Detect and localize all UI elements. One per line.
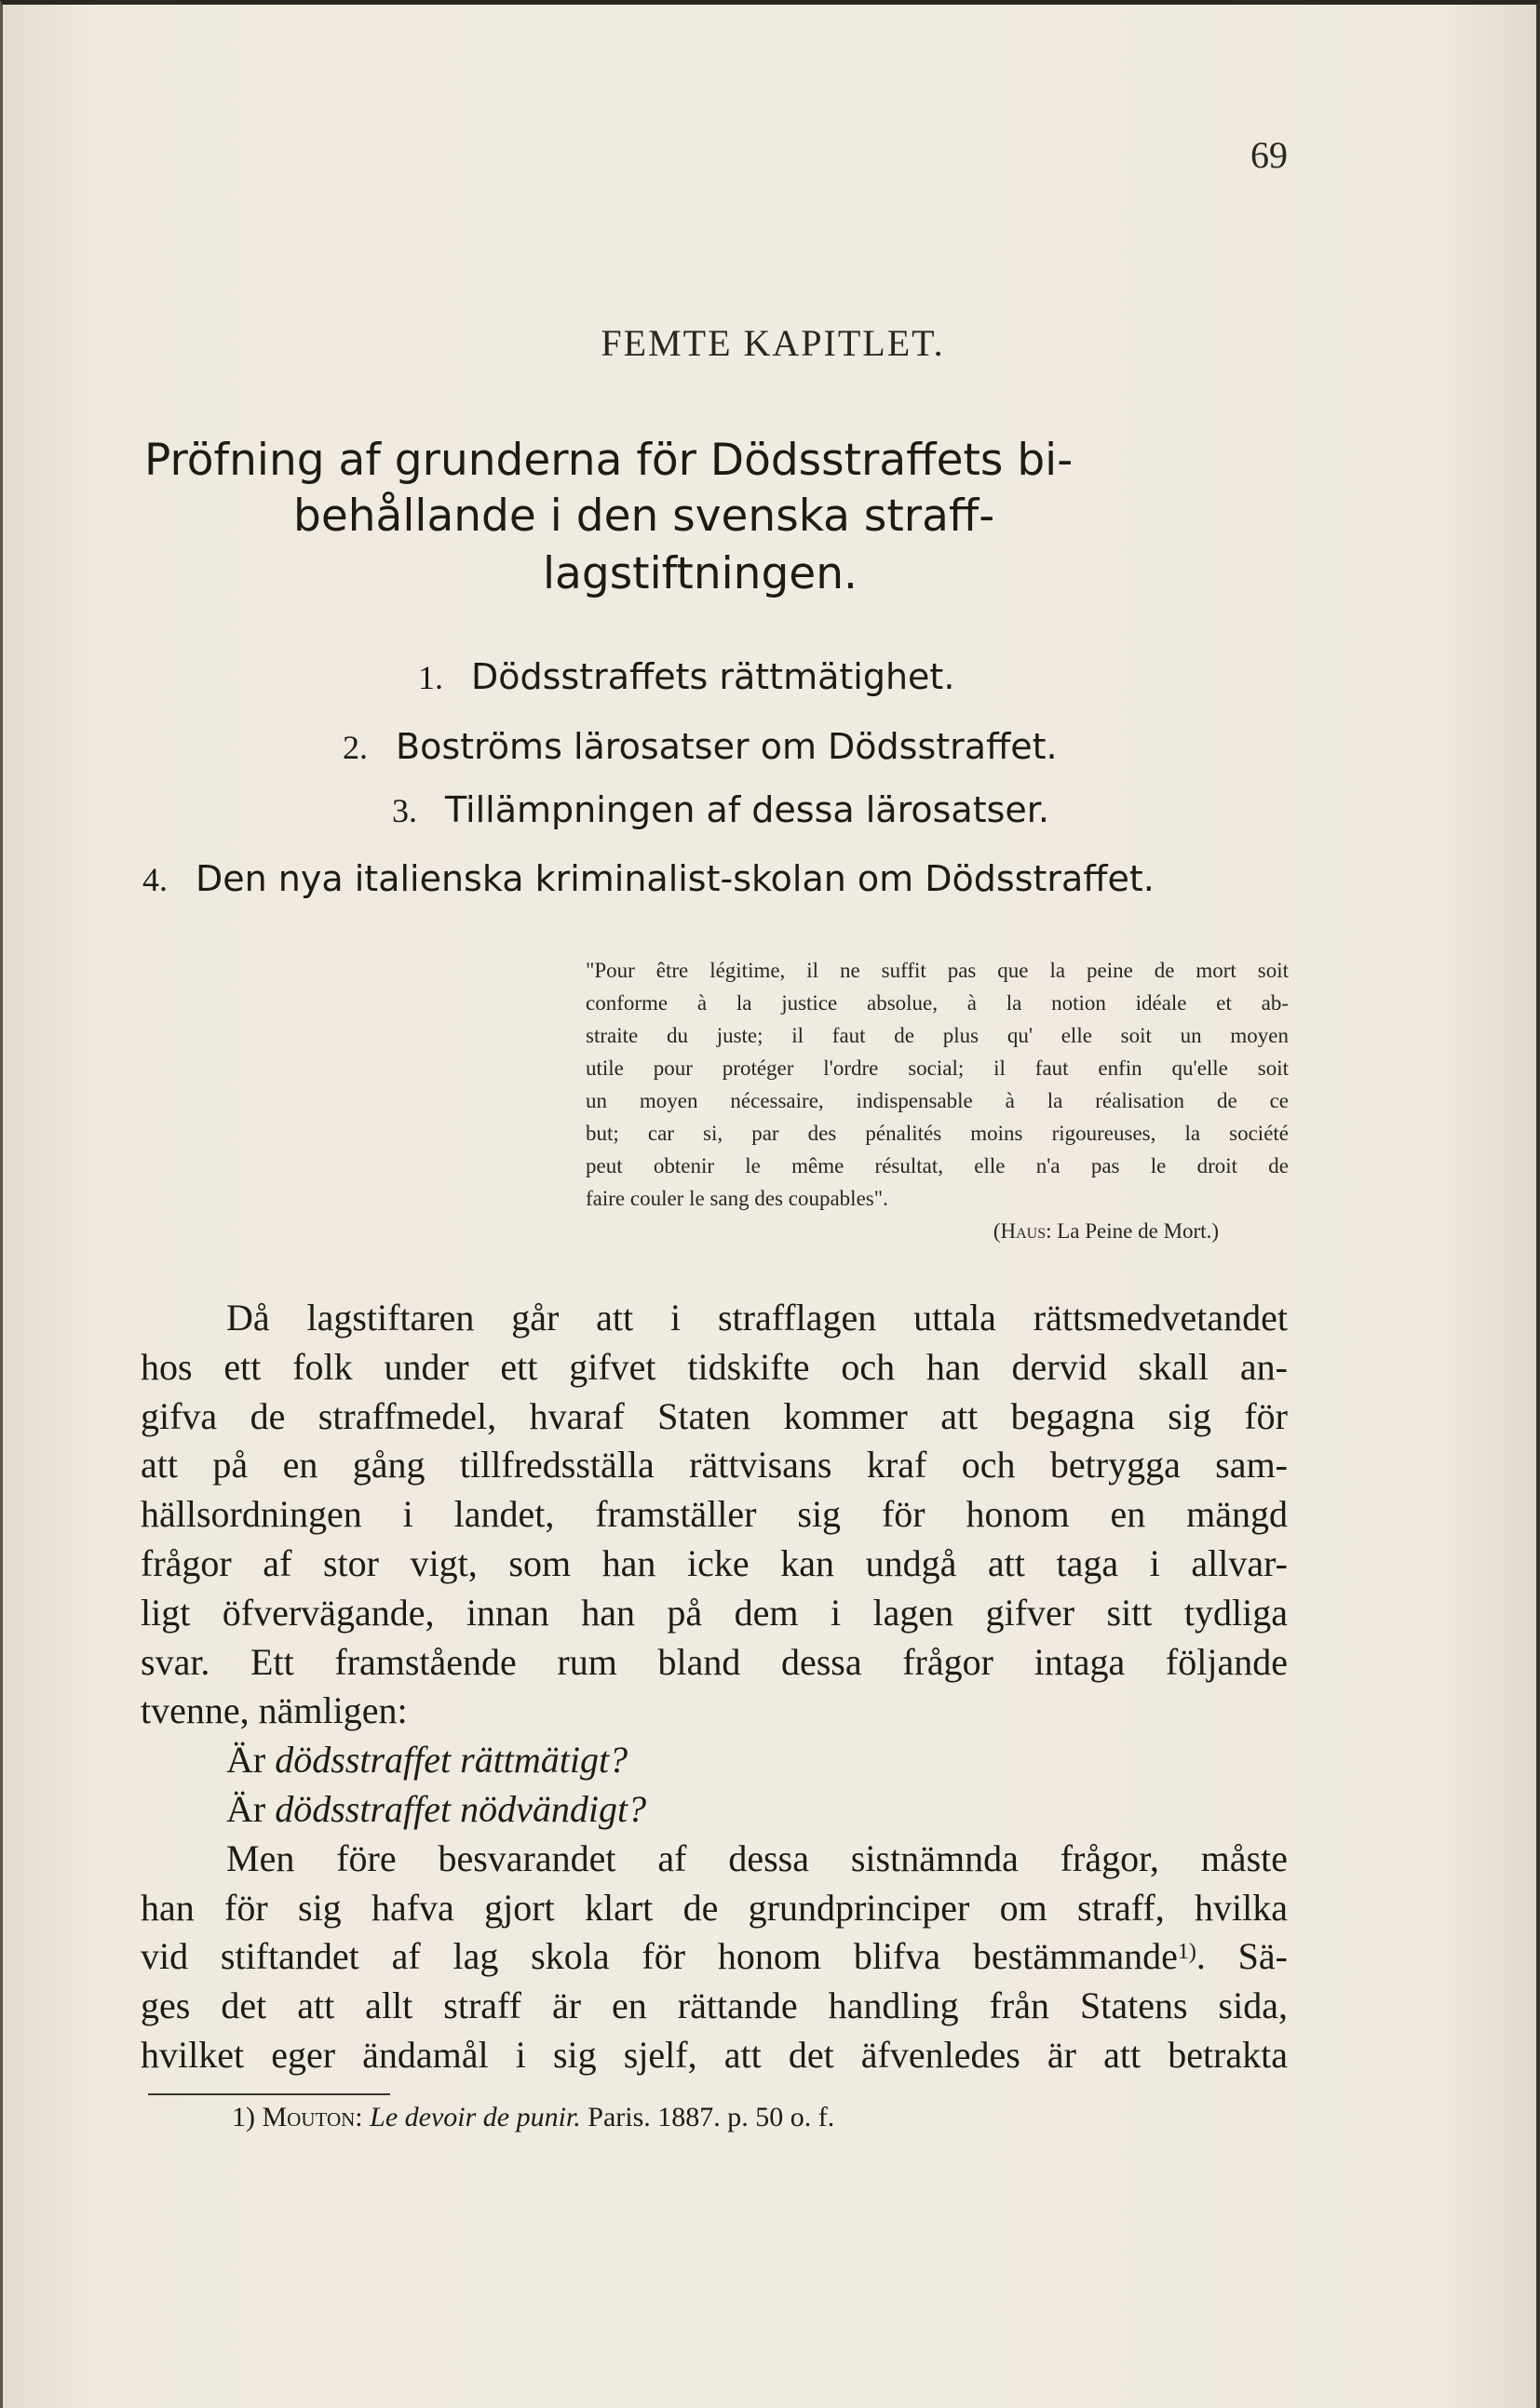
footnote-reference: 1): [1177, 1940, 1196, 1965]
epigraph-line: peut obtenir le même résultat, elle n'a pas le droit de: [586, 1154, 1289, 1177]
epigraph: [586, 954, 1289, 1247]
epigraph-line: conforme à la justice absolue, à la notion idéale et ab-: [586, 991, 1289, 1015]
toc-item-2: [343, 726, 1058, 767]
epigraph-line: utile pour protéger l'ordre social; il faut enfin qu'elle soit: [586, 1056, 1289, 1080]
footnote-author: Mouton: [262, 2102, 356, 2132]
question-prefix: Är: [226, 1787, 266, 1830]
body-line-tail: . Sä-: [1196, 1935, 1288, 1978]
toc-item-number: 2.: [343, 729, 368, 766]
body-line: frågor af stor vigt, som han icke kan undgå att taga i allvar-: [141, 1541, 1288, 1584]
chapter-label: FEMTE KAPITLET.: [601, 322, 945, 364]
body-line-text: vid stiftandet af lag skola för honom blifva bestämmande: [141, 1935, 1178, 1978]
chapter-title-line-2: behållande i den svenska straff-: [293, 491, 995, 542]
chapter-title-line-3: lagstiftningen.: [543, 548, 858, 599]
body-line: han för sig hafva gjort klart de grundprinciper om straff, hvilka: [141, 1886, 1288, 1929]
epigraph-line: "Pour être légitime, il ne suffit pas que la peine de mort soit: [586, 959, 1289, 982]
toc-item-text: Dödsstraffets rättmätighet.: [471, 656, 955, 697]
footnote-title: Le devoir de punir.: [370, 2102, 581, 2132]
question-text: dödsstraffet rättmätigt?: [275, 1739, 628, 1782]
toc-item-1: [418, 656, 954, 697]
body-line: hos ett folk under ett gifvet tidskifte och han dervid skall an-: [141, 1345, 1288, 1388]
footnote-details: Paris. 1887. p. 50 o. f.: [588, 2102, 835, 2132]
epigraph-line: straite du juste; il faut de plus qu' elle soit un moyen: [586, 1024, 1289, 1047]
footnote-marker: 1): [232, 2102, 255, 2132]
toc-item-number: 3.: [392, 792, 417, 829]
body-line: att på en gång tillfredsställa rättvisans kraf och betrygga sam-: [141, 1444, 1288, 1487]
body-line: Då lagstiftaren går att i strafflagen uttala rättsmedvetandet: [226, 1297, 1288, 1339]
body-line: Men före besvarandet af dessa sistnämnda frågor, måste: [226, 1836, 1288, 1879]
footnote-rule: [148, 2093, 390, 2095]
body-line: ligt öfvervägande, innan han på dem i lagen gifver sitt tydliga: [141, 1591, 1288, 1634]
question-prefix: Är: [226, 1739, 266, 1782]
toc-item-3: [392, 789, 1049, 830]
chapter-title-line-1: Pröfning af grunderna för Dödsstraffets bi-: [144, 435, 1074, 486]
body-text: [141, 1294, 1288, 2080]
toc-item-text: Den nya italienska kriminalist-skolan om Dödsstraffet.: [196, 858, 1155, 899]
toc-item-4: [142, 858, 1155, 899]
body-line: ges det att allt straff är en rättande handling från Statens sida,: [141, 1984, 1288, 2027]
epigraph-source-work: La Peine de Mort.: [1057, 1219, 1212, 1243]
footnote: 1) Mouton: Le devoir de punir. Paris. 1887. p. 50 o. f.: [232, 2102, 835, 2132]
epigraph-source-author: Haus: [1000, 1219, 1047, 1243]
body-line: hvilket eger ändamål i sig sjelf, att det äfvenledes är att betrakta: [141, 2033, 1288, 2076]
epigraph-line: faire couler le sang des coupables".: [586, 1187, 888, 1210]
epigraph-line: un moyen nécessaire, indispensable à la réalisation de ce: [586, 1089, 1289, 1112]
epigraph-source: (Haus: La Peine de Mort.): [993, 1219, 1219, 1243]
body-line: svar. Ett framstående rum bland dessa frågor intaga följande: [141, 1640, 1288, 1683]
body-line: tvenne, nämligen:: [141, 1689, 408, 1732]
toc-item-number: 4.: [142, 861, 168, 898]
question-line-2: [141, 1785, 1288, 1835]
toc-item-number: 1.: [418, 659, 443, 696]
toc-item-text: Boströms lärosatser om Dödsstraffet.: [396, 726, 1058, 767]
question-line-1: [141, 1736, 1288, 1785]
body-line: hällsordningen i landet, framställer sig för honom en mängd: [141, 1493, 1288, 1536]
body-line: [141, 1932, 1288, 1982]
question-text: dödsstraffet nödvändigt?: [275, 1787, 647, 1830]
toc-item-text: Tillämpningen af dessa lärosatser.: [445, 789, 1049, 830]
body-line: gifva de straffmedel, hvaraf Staten kommer att begagna sig för: [141, 1394, 1288, 1437]
epigraph-line: but; car si, par des pénalités moins rigoureuses, la société: [586, 1122, 1289, 1145]
page-number: 69: [1250, 134, 1288, 176]
